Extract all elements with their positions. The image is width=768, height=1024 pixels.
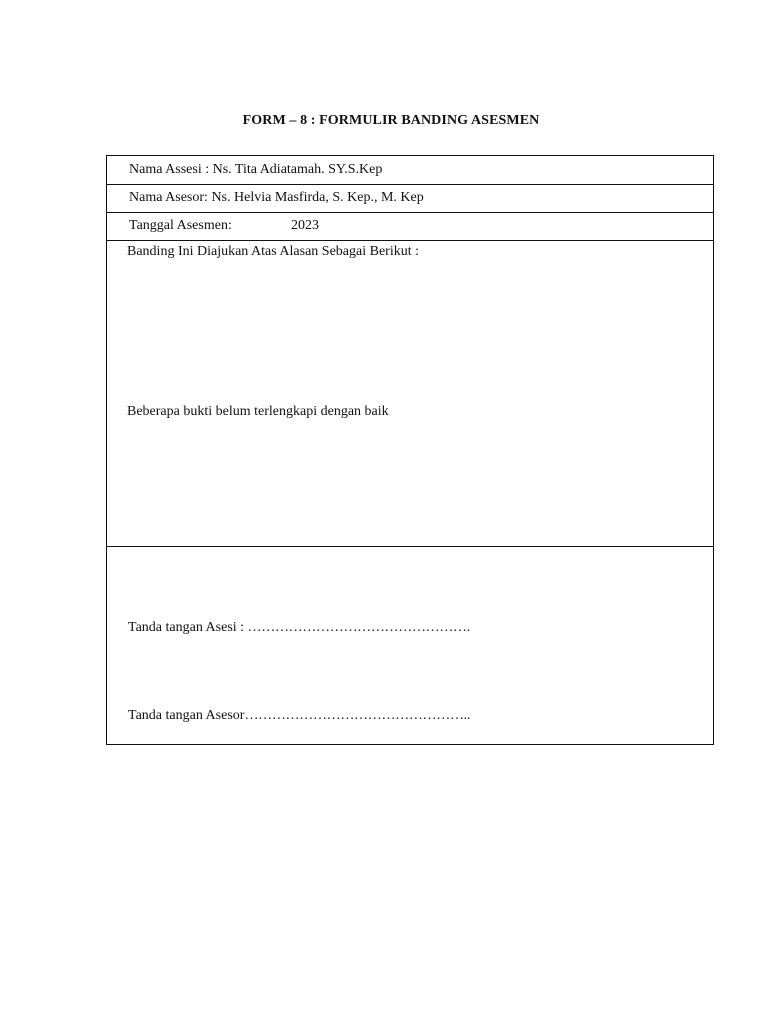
appeal-form-table (106, 155, 714, 745)
assessment-date-row (107, 213, 713, 241)
assessor-signature-row (128, 708, 470, 724)
assessee-name-value: Ns. Tita Adiatamah. SY.S.Kep (212, 162, 383, 177)
assessor-name-label: Nama Asesor: (129, 190, 208, 205)
assessment-date-label: Tanggal Asesmen: (129, 218, 232, 233)
assessee-signature-line: …………………………………………. (247, 620, 470, 635)
assessor-signature-label: Tanda tangan Asesor (128, 708, 245, 723)
assessee-name-row (107, 156, 713, 185)
signature-section (107, 546, 713, 744)
assessment-date-value: 2023 (291, 218, 319, 233)
appeal-reason-text: Beberapa bukti belum terlengkapi dengan baik (127, 404, 389, 419)
assessor-name-row (107, 185, 713, 213)
form-title: FORM – 8 : FORMULIR BANDING ASESMEN (242, 113, 540, 128)
assessee-name-label: Nama Assesi : (129, 162, 210, 177)
assessor-name-value: Ns. Helvia Masfirda, S. Kep., M. Kep (211, 190, 424, 205)
appeal-reason-heading: Banding Ini Diajukan Atas Alasan Sebagai Berikut : (127, 244, 420, 259)
assessee-signature-label: Tanda tangan Asesi : (128, 620, 245, 635)
assessor-signature-line: ………………………………………….. (244, 708, 471, 723)
assessee-signature-row (128, 620, 470, 636)
